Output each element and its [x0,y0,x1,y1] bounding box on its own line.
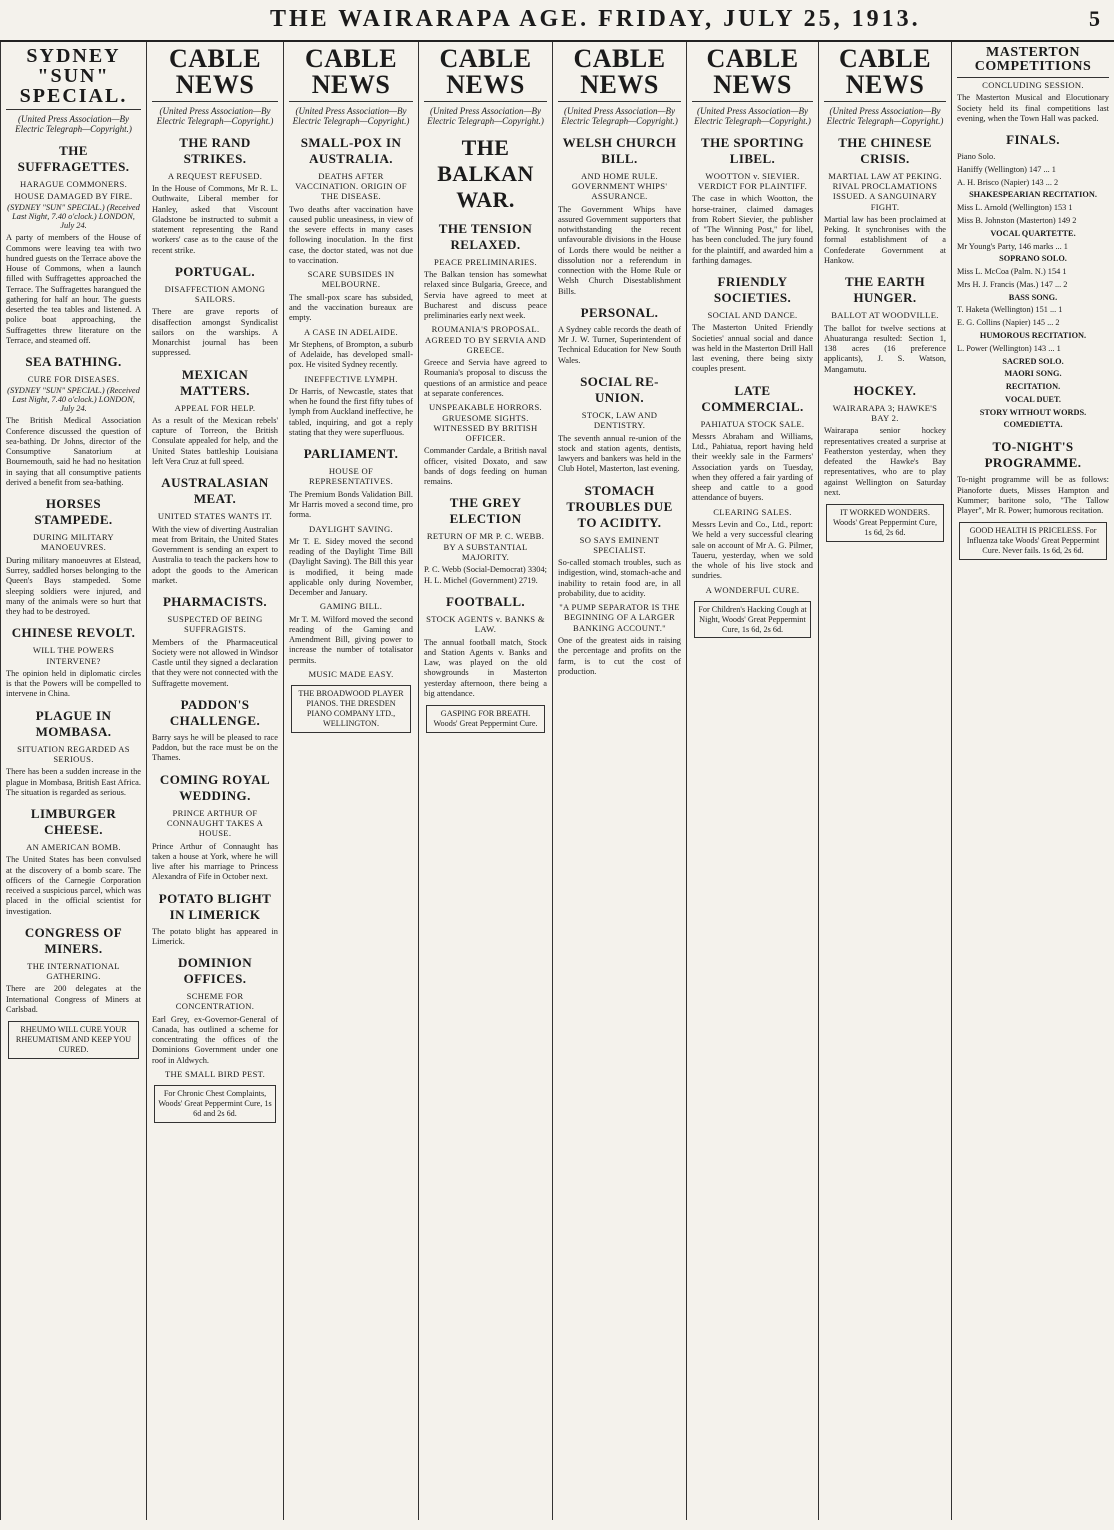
headline: LIMBURGER CHEESE. [30,806,117,837]
masthead-title: THE WAIRARAPA AGE. FRIDAY, JULY 25, 1913. [270,6,921,32]
advertisement: For Children's Hacking Cough at Night, Woods' Great Peppermint Cure, 1s 6d, 2s 6d. [694,601,811,639]
subheadline: SO SAYS EMINENT SPECIALIST. [579,534,660,555]
headline: PHARMACISTS. [162,594,268,609]
headline: THE GREY ELECTION [449,495,522,527]
headline: THE SUFFRAGETTES. [17,142,130,174]
result-line: Mr Young's Party, 146 marks ... 1 [957,241,1068,251]
subheadline: PAHIATUA STOCK SALE. [700,418,805,429]
result-line: T. Haketa (Wellington) 151 ... 1 [957,305,1063,315]
column-banner: SYDNEY "SUN" SPECIAL. [6,42,141,110]
result-line: Miss L. Arnold (Wellington) 153 1 [957,203,1073,213]
subheadline: CONCLUDING SESSION. [982,80,1084,90]
subheadline: THE INTERNATIONAL GATHERING. [27,960,120,982]
article-text: The United States has been convulsed at the discovery of a bomb scare. The officers of the Carnegie Corporation received a suspicious parcel, which was placed in the official scientist for investigation. [6,855,141,916]
result-line: SHAKESPEARIAN RECITATION. [969,190,1097,200]
article-text: Two deaths after vaccination have caused public uneasiness, in view of the severe effects in many cases following inoculation. In the first case, the doctor stated, was not due to vaccination. [289,204,413,265]
subheadline: RETURN OF MR P. C. WEBB. BY A SUBSTANTIAL MAJORITY. [426,531,545,563]
article-text: In the House of Commons, Mr R. L. Outhwaite, Liberal member for Hanley, asked that Viscount Gladstone be instructed to submit a statement representing the Rand workers' case as to the cause of the recent strike. [152,184,278,255]
headline: STOMACH TROUBLES DUE TO ACIDITY. [566,482,673,530]
headline: MEXICAN MATTERS. [180,366,250,398]
article-text: The seventh annual re-union of the stock and station agents, dentists, lawyers and bankers was held in the Club Hotel, Masterton, last evening. [558,433,681,474]
column-banner: CABLE NEWS [558,42,681,102]
subheadline: SCHEME FOR CONCENTRATION. [175,991,255,1012]
result-line: L. Power (Wellington) 143 ... 1 [957,343,1061,353]
column-banner: CABLE NEWS [824,42,946,102]
advertisement: THE BROADWOOD PLAYER PIANOS. THE DRESDEN PIANO COMPANY LTD., WELLINGTON. [291,685,411,732]
association-note: (United Press Association—By Electric Telegraph—Copyright.) [15,114,132,135]
subheadline: BALLOT AT WOODVILLE. [831,310,939,321]
article-text: Dr Harris, of Newcastle, states that when he found the first fifty tubes of lymph from Auckland ineffective, he tabled, inquiring, and got a reply stating that they were superfluous. [289,386,413,437]
article-text: To-night programme will be as follows: Pianoforte duets, Misses Hampton and Kummer; baritone solo, "The Tallow Player", Mr R. Power; humorous recitation. [957,475,1109,515]
article-text: With the view of diverting Australian meat from Britain, the United States Government is sending an expert to Australia to teach the packers how to adopt the goods to the American market. [152,524,278,585]
result-line: Piano Solo. [957,152,996,162]
column-banner: CABLE NEWS [289,42,413,102]
subheadline: GAMING BILL. [319,601,383,612]
association-note: (United Press Association—By Electric Telegraph—Copyright.) [156,106,274,127]
article-text: The ballot for twelve sections at Ahuaturanga resulted: Section 1, 138 acres (16 preference applicants), J. S. Watson, Mangamutu. [824,323,946,374]
headline: LATE COMMERCIAL. [701,382,804,414]
advertisement: For Chronic Chest Complaints, Woods' Great Peppermint Cure, 1s 6d and 2s 6d. [154,1085,276,1123]
programme-title: TO-NIGHT'S PROGRAMME. [984,439,1082,471]
result-line: VOCAL DUET. [1005,394,1061,404]
column-sydney-sun [0,42,146,1520]
column-banner: CABLE NEWS [152,42,278,102]
subheadline: PRINCE ARTHUR OF CONNAUGHT TAKES A HOUSE. [166,807,264,839]
result-line: HUMOROUS RECITATION. [979,331,1087,340]
column-cable-news-3 [418,42,552,1520]
subheadline: A CASE IN ADELAIDE. [303,326,399,337]
result-line: E. G. Collins (Napier) 145 ... 2 [957,318,1060,328]
article-text: Commander Cardale, a British naval officer, visited Doxato, and saw bands of dogs feeding on human remains. [424,446,547,487]
subheadline: UNSPEAKABLE HORRORS. GRUESOME SIGHTS. WITNESSED BY BRITISH OFFICER. [429,402,542,444]
subheadline: DEATHS AFTER VACCINATION. ORIGIN OF THE DISEASE. [295,170,407,202]
article-text: The potato blight has appeared in Limerick. [152,926,278,946]
association-note: (United Press Association—By Electric Telegraph—Copyright.) [694,106,811,127]
headline: CONGRESS OF MINERS. [24,924,123,956]
article-text: Barry says he will be pleased to race Paddon, but the race must be on the Thames. [152,732,278,763]
subheadline: WOOTTON v. SIEVIER. VERDICT FOR PLAINTIFF. [697,170,808,191]
column-cable-news-2 [283,42,418,1520]
article-text: Messrs Levin and Co., Ltd., report: We held a very successful clearing sale on account of Mr A. G. Pilmer, Taueru, yesterday, when we sold the whole of his live stock and sundries. [692,520,813,581]
headline: PERSONAL. [580,304,659,320]
subheadline: DAYLIGHT SAVING. [309,523,393,534]
subheadline: HOUSE OF REPRESENTATIVES. [308,466,394,487]
article-text: Martial law has been proclaimed at Peking. It synchronises with the formal establishment of a Confederate Government at Hankow. [824,214,946,265]
result-line: BASS SONG. [1008,292,1058,302]
column-masterton-competitions [951,42,1114,1520]
article-text: The Government Whips have assured Government supporters that notwithstanding the recent unfavourable divisions in the House of Lords there would be neither a dissolution nor a referendum in connection with the Home Rule or Welsh Church Disestablishment Bills. [558,204,681,296]
subheadline: AND HOME RULE. GOVERNMENT WHIPS' ASSURANCE. [571,170,668,202]
column-banner: CABLE NEWS [692,42,813,102]
column-banner: MASTERTON COMPETITIONS [957,42,1109,78]
subheadline: MUSIC MADE EASY. [308,668,394,679]
headline: THE BALKAN WAR. [437,134,534,212]
subheadline: "A PUMP SEPARATOR IS THE BEGINNING OF A LARGER BANKING ACCOUNT." [559,602,680,633]
article-text: Wairarapa senior hockey representatives created a surprise at Featherston yesterday, when they defeated the Hawke's Bay representatives, who are to play against Wellington on Saturday next. [824,426,946,497]
headline: THE SPORTING LIBEL. [701,134,804,166]
article-text: Greece and Servia have agreed to Roumania's proposal to discuss the questions of an armistice and peace at separate conferences. [424,358,547,398]
association-note: (United Press Association—By Electric Telegraph—Copyright.) [427,106,544,127]
headline: WELSH CHURCH BILL. [562,134,677,166]
headline: THE CHINESE CRISIS. [838,134,932,166]
subheadline: THE TENSION RELAXED. [438,220,533,252]
article-text: During military manoeuvres at Elstead, Surrey, saddled horses belonging to the Queen's Bays stampeded. Some sleeping soldiers were injured, and many of the animals were so hurt that they had to be destroyed. [6,555,141,616]
subheadline: INEFFECTIVE LYMPH. [304,373,398,384]
headline: THE RAND STRIKES. [179,134,251,166]
result-line: A. H. Brisco (Napier) 143 ... 2 [957,177,1059,187]
subheadline: AN AMERICAN BOMB. [26,842,121,852]
subheadline: SCARE SUBSIDES IN MELBOURNE. [307,269,395,290]
column-cable-news-6 [818,42,951,1520]
result-line: Miss L. McCoa (Palm. N.) 154 1 [957,267,1067,277]
subheadline: SOCIAL AND DANCE. [707,310,798,321]
headline: PLAGUE IN MOMBASA. [35,707,112,739]
subheadline: SITUATION REGARDED AS SERIOUS. [17,743,130,764]
result-line: Miss B. Johnston (Masterton) 149 2 [957,215,1077,225]
advertisement: GOOD HEALTH IS PRICELESS. For Influenza take Woods' Great Peppermint Cure. Never fails. 1s 6d, 2s 6d. [959,522,1107,560]
result-line: SACRED SOLO. [1002,356,1064,366]
article-text: P. C. Webb (Social-Democrat) 3304; H. L. Michel (Government) 2719. [424,565,547,585]
headline: SMALL-POX IN AUSTRALIA. [300,134,402,166]
article-text: Prince Arthur of Connaught has taken a house at York, where he will live after his marriage to Princess Alexandra of Fife in October next. [152,841,278,882]
subheadline: HARAGUE COMMONERS. [19,178,128,189]
article-text: Mr Stephens, of Brompton, a suburb of Adelaide, has developed small-pox. He visited Sydney recently. [289,339,413,370]
column-cable-news-1 [146,42,283,1520]
association-note: (United Press Association—By Electric Telegraph—Copyright.) [826,106,944,127]
headline: POTATO BLIGHT IN LIMERICK [158,890,272,922]
subheadline: ROUMANIA'S PROPOSAL. AGREED TO BY SERVIA AND GREECE. [424,324,547,355]
results-list [957,152,1109,431]
headline: THE EARTH HUNGER. [844,274,926,306]
subheadline: WAIRARAPA 3; HAWKE'S BAY 2. [832,402,938,424]
result-line: SOPRANO SOLO. [999,254,1067,264]
headline: FRIENDLY SOCIETIES. [713,274,792,306]
article-text: The annual football match, Stock and Station Agents v. Banks and Law, was played on the old showgrounds in Masterton yesterday afternoon, there being a big attendance. [424,637,547,698]
article-text: A party of members of the House of Commons were leaving tea with two hundred guests on the Terrace above the House of Commons, when a launch filled with Suffragettes approached the Terrace. The Suffragettes harangued the gathering for half an hour. The guests deserted the tea tables and listened. A police boat approaching, the Suffragettes threw literature on the Terrace, and steamed off. [6,233,141,345]
article-text: The opinion held in diplomatic circles is that the Powers will be compelled to intervene in China. [6,668,141,699]
article-text: There are grave reports of disaffection amongst Syndicalist sailors on the warships. A Monarchist journal has been suppressed. [152,307,278,358]
article-text: There has been a sudden increase in the plague in Mombasa, British East Africa. The situation is regarded as serious. [6,767,141,797]
dateline: (SYDNEY "SUN" SPECIAL.) (Received Last Night, 7.40 o'clock.) LONDON, July 24. [7,203,140,231]
headline: AUSTRALASIAN MEAT. [161,475,269,507]
subheadline: CURE FOR DISEASES. [27,374,120,385]
headline: HORSES STAMPEDE. [34,496,113,528]
headline: HOCKEY. [853,382,917,398]
subheadline: A REQUEST REFUSED. [167,170,263,181]
result-line: MAORI SONG. [1004,369,1062,379]
headline: CHINESE REVOLT. [11,625,136,641]
advertisement: GASPING FOR BREATH. Woods' Great Peppermint Cure. [426,705,545,733]
article-text: Mr T. E. Sidey moved the second reading of the Daylight Time Bill (Daylight Saving). The Bill this year is modified, it being made applicable only during November, December and January. [289,536,413,598]
dateline: (SYDNEY "SUN" SPECIAL.) (Received Last Night, 7.40 o'clock.) LONDON, July 24. [7,386,140,414]
subheadline: SUSPECTED OF BEING SUFFRAGISTS. [167,614,263,635]
subheadline: MARTIAL LAW AT PEKING. RIVAL PROCLAMATIONS ISSUED. A SANGUINARY FIGHT. [828,170,942,212]
result-line: RECITATION. [1005,382,1061,392]
article-text: The Premium Bonds Validation Bill. Mr Harris moved a second time, pro forma. [289,489,413,520]
subheadline: CLEARING SALES. [713,506,792,517]
subheadline: WILL THE POWERS INTERVENE? [32,645,115,666]
result-line: Mrs H. J. Francis (Mas.) 147 ... 2 [957,279,1068,289]
article-text: Members of the Pharmaceutical Society were not allowed in Windsor Castle until they signed a declaration that they were not connected with the Suffragette movement. [152,637,278,688]
headline: SEA BATHING. [25,354,122,370]
article-text: So-called stomach troubles, such as indigestion, wind, stomach-ache and inability to retain food are, in all probability, due to acidity. [558,558,681,598]
article-text: Earl Grey, ex-Governor-General of Canada, has outlined a scheme for concentrating the offices of the Dominions Government under one roof in Aldwych. [152,1014,278,1065]
article-text: The small-pox scare has subsided, and the vaccination bureaux are empty. [289,292,413,323]
column-banner: CABLE NEWS [424,42,547,102]
subheadline: DISAFFECTION AMONG SAILORS. [164,283,266,305]
subheadline: APPEAL FOR HELP. [174,402,256,413]
article-text: Mr T. M. Wilford moved the second reading of the Gaming and Amendment Bill, giving power to increase the number of totalisator permits. [289,614,413,665]
subheadline: THE SMALL BIRD PEST. [164,1068,266,1079]
headline: FOOTBALL. [445,593,526,609]
subheadline: STOCK AGENTS v. BANKS & LAW. [426,613,545,635]
headline: PORTUGAL. [174,263,256,279]
article-text: There are 200 delegates at the International Congress of Miners at Carlsbad. [6,984,141,1014]
article-text: As a result of the Mexican rebels' capture of Torreon, the British Consulate appealed for help, and the United States battleship Louisiana left Vera Cruz at full speed. [152,415,278,466]
subheadline: DURING MILITARY MANOEUVRES. [33,532,114,553]
column-cable-news-4 [552,42,686,1520]
advertisement: RHEUMO WILL CURE YOUR RHEUMATISM AND KEEP YOU CURED. [8,1021,139,1059]
article-text: The Masterton Musical and Elocutionary Society held its final competitions last evening, when the Town Hall was packed. [957,93,1109,123]
result-line: COMEDIETTA. [1003,420,1063,430]
article-text: Messrs Abraham and Williams, Ltd., Pahiatua, report having held their weekly sale in the Farmers' Association yards on Tuesday, when they offered a fair yarding of sheep and cattle to a good attendance of buyers. [692,431,813,503]
page-number: 5 [1089,6,1100,31]
subheadline: PEACE PRELIMINARIES. [434,256,537,267]
subheadline: A WONDERFUL CURE. [705,584,800,595]
article-text: The Balkan tension has somewhat relaxed since Bulgaria, Greece, and Servia have agreed to meet at Bucharest and discuss peace preliminaries early next week. [424,270,547,320]
result-line: Haniffy (Wellington) 147 ... 1 [957,164,1056,174]
result-line: VOCAL QUARTETTE. [990,228,1076,238]
subheadline: UNITED STATES WANTS IT. [157,511,273,522]
article-text: The Masterton United Friendly Societies' annual social and dance was held in the Masterton Drill Hall last evening, there being sixty couples present. [692,323,813,374]
headline: SOCIAL RE-UNION. [580,373,659,405]
article-text: The case in which Wootton, the horse-trainer, claimed damages from Robert Sievier, the publisher of "The Winning Post," for libel, has been concluded. The jury found for the plaintiff, and awarded him a farthing damages. [692,194,813,265]
subheadline: STOCK, LAW AND DENTISTRY. [581,409,658,431]
results-title: FINALS. [1006,132,1060,148]
association-note: (United Press Association—By Electric Telegraph—Copyright.) [292,106,410,127]
column-cable-news-5 [686,42,818,1520]
headline: COMING ROYAL WEDDING. [159,771,271,803]
result-line: STORY WITHOUT WORDS. [979,407,1087,417]
article-text: A Sydney cable records the death of Mr J. W. Turner, Superintendent of Technical Education for New South Wales. [558,324,681,365]
subheadline: HOUSE DAMAGED BY FIRE. [14,191,133,201]
advertisement: IT WORKED WONDERS. Woods' Great Peppermint Cure, 1s 6d, 2s 6d. [826,504,944,542]
article-text: The British Medical Association Conference discussed the question of sea-bathing. Dr Johns, director of the Consumptive Sanatorium at Bournemouth, said he had no hesitation in saying that all consumptive patients derived a benefit from sea-bathing. [6,416,141,487]
association-note: (United Press Association—By Electric Telegraph—Copyright.) [561,106,678,127]
headline: DOMINION OFFICES. [178,955,252,987]
article-text: One of the greatest aids in raising the percentage and profits on the farm, is to cut the cost of production. [558,636,681,676]
headline: PARLIAMENT. [303,446,399,462]
headline: PADDON'S CHALLENGE. [169,696,261,728]
masthead [0,0,1114,42]
